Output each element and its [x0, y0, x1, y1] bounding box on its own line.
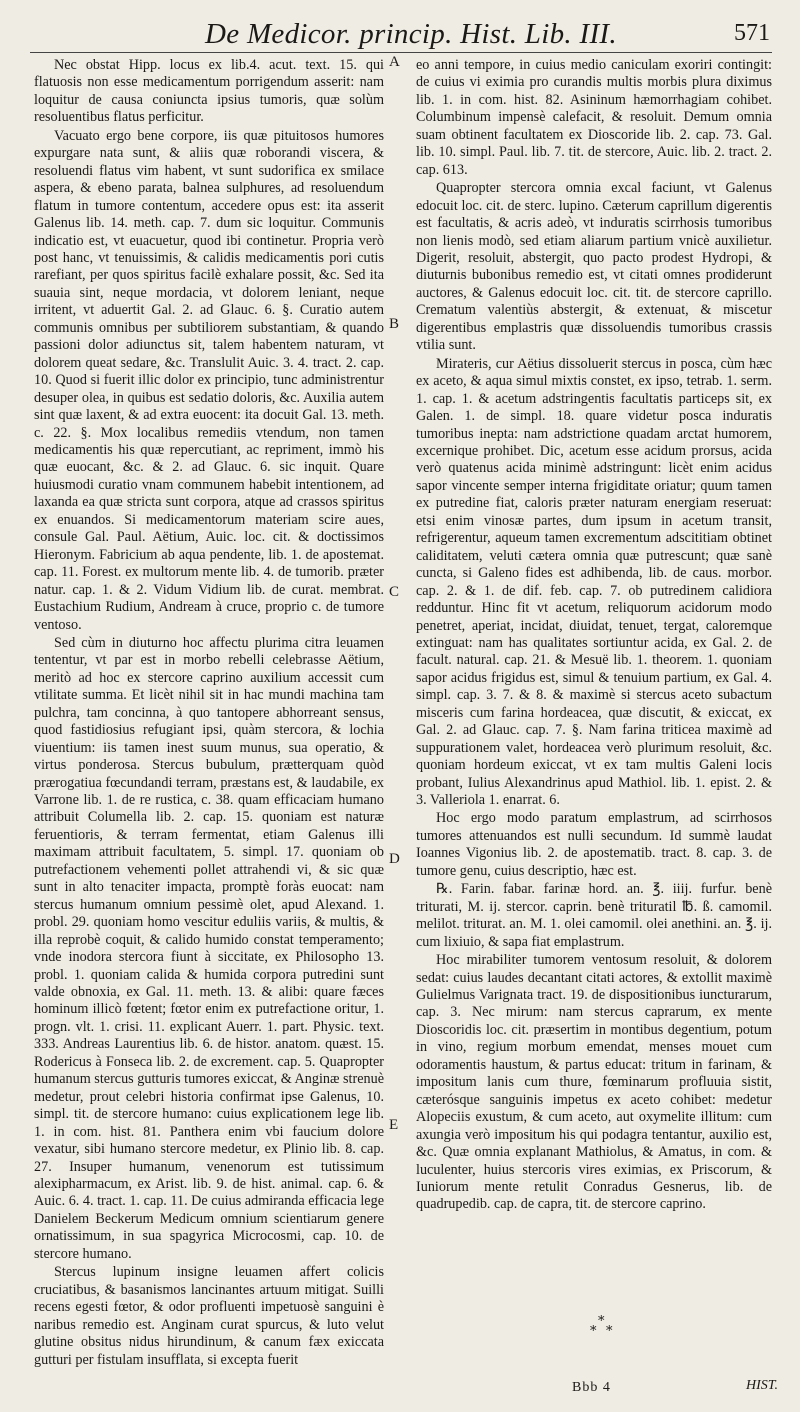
paragraph: Nec obstat Hipp. locus ex lib.4. acut. text. 15. qui flatuosis non esse medicamentum porrigendum asserit: nam loquitur de causa coniuncta ipsius tumoris, quæ solùm resoluentibus flatus perficitur.: [34, 57, 384, 126]
paragraph: Quapropter stercora omnia excal faciunt, vt Galenus edocuit loc. cit. de sterc. lupino. Cæterum caprillum digerentis est facultatis, & acris adeò, vt induratis scirrhosis tumoribus non lienis modò, sed etiam aliarum partium vnicè auxilietur. Digerit, resoluit, abstergit, quo pacto prodest Hydropi, & diuturnis bubonibus remedio est, vt citati omnes prodiderunt auctores, & Galenus edocuit loc. cit. tit. de stercore caprillo. Crematum valentiùs abstergit, & extenuat, & miscetur digerentibus emplastris quæ dissoluendis tumoribus crassis vtilia sunt.: [416, 180, 772, 354]
marginal-letter-c: C: [389, 584, 400, 600]
paragraph: Hoc mirabiliter tumorem ventosum resoluit, & dolorem sedat: cuius laudes decantant citati actores, & extollit maximè Gulielmus Varignata tract. 19. de dispositionibus iuncturarum, cap. 3. Nec mirum: nam stercus caprarum, ex mente Dioscoridis loc. cit. præsertim in montibus degentium, potum in vino, regium morbum emendat, menses mouet cum odoramentis haustum, & partus educat: tritum in farinam, & impositum lanis cum thure, fœminarum profluuia sistit, cæterósque sanguinis impetus ex aceto cohibet: medetur Alopeciis exustum, & cum aceto, aut oxymelite illitum: cum axungia verò impositum his qui podagra tentantur, auxilio est, &c. Quæ omnia explanant Mathiolus, & Amatus, in com. & luculenter, huius stercoris vires eximias, ex Priscorum, & Iuniorum mente retulit Conradus Gesnerus, lib. de quadrupedib. cap. de capra, tit. de stercore caprino.: [416, 952, 772, 1213]
paragraph: Sed cùm in diuturno hoc affectu plurima citra leuamen tententur, vt par est in morbo rebelli celebrasse Aëtium, meritò ad hoc ex stercore caprino auxilium accessit cum vtilitate summa. Et licèt nihil sit in hac mundi machina tam pulchra, tam concinna, à quo tantopere abhorreant sensus, quod fastidiosius refugiant ipsi, quàm stercora, & lochia viuentium: iis tamen inest suum munus, sua operatio, & virtus ponderosa. Stercus bubulum, prætterquam quòd prærogatiua fœcundandi terram, præstans est, & laudabile, ex Varrone lib. 1. de re rustica, c. 38. quam efficaciam humano attribuit Columella lib. 2. cap. 15. quoniam est naturæ feruentioris, & terram fermentat, etiam Galenus illi maximam attribuit facultatem, 5. simpl. 17. quoniam ob putrefactionem vehementi pollet attrahendi vi, & sic quæ sunt in alto tenaciter impacta, promptè foràs euocat: nam stercus humanum omnium pessimè olet, apud Alexand. 1. probl. 29. quoniam homo vescitur eduliis variis, & multis, & illa reprobè coquit, & calido humido constat temperamento; vnde inodora stercora fiunt à siccitate, ex Philosopho 13. probl. 1. quoniam calida & humida corpora putredini sunt valde obnoxia, ex Gal. 11. meth. 13. & alibi: quare fæces hominum illicò fœtent; fœtor enim ex putrefactione oritur, 1. progn. vlt. 1. crisi. 11. explicant Auerr. 1. part. Physic. text. 333. Andreas Laurentius lib. 6. de histor. anatom. quæst. 15. Rodericus à Fonseca lib. 2. de excrement. cap. 5. Quapropter humanum stercus gutturis tumores exiccat, & Anginæ strenuè medetur, prout celebri historia confirmat ipse Galenus, 10. simpl. tit. de stercore humano: cuius explicationem lege lib. 1. in com. hist. 81. Panthera enim vbi faucium dolore vexatur, sibi humano stercore medetur, ex Plinio lib. 8. cap. 27. Insuper humanum, venenorum est tutissimum alexipharmacum, ex Arist. lib. 9. de hist. animal. cap. 6. & Auic. 6. 4. tract. 1. cap. 11. De cuius admiranda efficacia lege Danielem Beckerum Medicum omnium scientiarum genere ornatissimum, in sua spagyrica Microcosmi, cap. 10. de stercore humano.: [34, 634, 384, 1262]
recipe-paragraph: ℞. Farin. fabar. farinæ hord. an. ℥. iiij. furfur. benè triturati, M. ij. stercor. caprin. benè trituratil ℔. ß. camomil. melilot. triturat. an. M. 1. olei camomil. olei anethini. an. ℥. ij. cum lixiuio, & sapa fiat emplastrum.: [416, 881, 772, 950]
running-title: De Medicor. princip. Hist. Lib. III.: [205, 18, 617, 50]
page-number: 571: [734, 20, 770, 46]
catchword: HIST.: [745, 1378, 778, 1393]
signature-mark: Bbb 4: [572, 1380, 611, 1395]
marginal-letter-a: A: [389, 54, 400, 70]
marginal-letter-b: B: [389, 316, 400, 332]
marginal-letter-d: D: [389, 851, 400, 867]
paragraph: Hoc ergo modo paratum emplastrum, ad scirrhosos tumores attenuandos est nulli secundum. Id summè laudat Ioannes Vigonius lib. 2. de apostematib. tract. 8. cap. 3. de tumore genu, cuius descriptio, hæc est.: [416, 810, 772, 879]
paragraph: Stercus lupinum insigne leuamen affert colicis cruciatibus, & basanismos lancinantes artuum mitigat. Suilli recens egesti fœtor, & odor profluenti impetuosè sanguini è naribus remedio est. Anginam curat spurcus, & luto velut glutine obsitus nidus hirundinum, & canum fæx exiccata gutturi per fistulam insufflata, si excepta fuerit: [34, 1264, 384, 1368]
asterism-ornament: * * *: [590, 1314, 613, 1339]
right-column: [416, 57, 772, 1215]
marginal-letter-e: E: [389, 1117, 399, 1133]
paragraph: eo anni tempore, in cuius medio caniculam exoriri contingit: de cuius vi eximia pro curandis multis morbis plura diximus lib. 1. in com. hist. 82. Asininum hæmorrhagiam cohibet. Columbinum impensè calefacit, & resoluit. Demum omnia suam obtinent facultatem ex Dioscoride lib. 2. cap. 73. Gal. lib. 10. simpl. Paul. lib. 7. tit. de stercore, Auic. lib. 2. tract. 2. cap. 613.: [416, 57, 772, 178]
left-column: [34, 57, 384, 1370]
page-header: [0, 10, 800, 50]
paragraph: Mirateris, cur Aëtius dissoluerit stercus in posca, cùm hæc ex aceto, & aqua simul mixtis constet, ex ipso, tetrab. 1. serm. 1. cap. 1. & acetum adstringentis facultatis particeps sit, ex Galen. 1. de simpl. 18. quare videtur posca induratis tumoribus inepta: nam adstrictione quadam arctat humorem, excernique prohibet. Dic, acetum esse acidum prorsus, acida verò quatenus acida minimè adstringunt: licèt enim acidus sapor vincente semper interna frigiditate oriatur; quum tamen ex putredine fiat, caloris præter naturam energiam reseruat: etsi enim vinosæ partes, dum ipsum in acetum transit, refrigerentur, aqueum tamen excrementum adscititiam obtinet caliditatem, veluti cætera omnia quæ putrescunt; quæ sanè cuncta, si Galeno fides est adhibenda, lib. de caus. morbor. cap. 2. & 1. de dif. feb. cap. 7. ob putredinem calidiora redduntur. Hinc fit vt acetum, reliquorum acidorum modo penetret, aperiat, incidat, diuidat, tenuet, tergat, caloremque extinguat: nam has qualitates sortiuntur acida, ex Gal. 2. de facult. natural. cap. 21. & Mesuë lib. 1. theorem. 1. quoniam sapor acidus frigidus est, simul & tenuium partium, ex Gal. 4. simpl. cap. 3. 7. & 8. & maximè si stercus aceto subactum misceris cum farina hordeacea, quæ discutit, & exiccat, ex Gal. 2. ad Glauc. cap. 7. §. Nam farina triticea maximè ad suppurationem valet, hordeacea verò plurimum resoluit, &c. quoniam hordeum exiccat, vt ex tam multis Galeni locis probant, Iulius Alexandrinus apud Mathiol. lib. 1. epist. 2. & 3. Valleriola 1. enarrat. 6.: [416, 355, 772, 809]
header-rule: [30, 52, 772, 53]
paragraph: Vacuato ergo bene corpore, iis quæ pituitosos humores expurgare nata sunt, & aliis quæ roborandi viscera, & resoluendi flatus vim habent, vt sunt sudorifica ex smilace aspera, & ebeno parata, balnea sulphures, ad resoluendum flatum in tumore contentum, accedere opus est: ita asserit Galenus lib. 14. meth. cap. 7. dum sic loquitur. Communis indicatio est, vt euacuetur, quod ibi continetur. Propria verò post hanc, vt tenuissimis, & calidis medicamentis pori cutis rarefiant, per quos spiritus facilè exhalare possit, &c. Sed ita suauia sint, neque mordacia, vt dolorem leniant, neque irritent, vt aduertit Gal. 2. ad Glauc. 6. §. Curatio autem communis omnibus per subtiliorem substantiam, & quando passioni dolor adiunctus sit, talem habentem naturam, vt dolorem queat sedare, &c. Translulit Auic. 3. 4. tract. 2. cap. 10. Quod si fuerit illic dolor ex principio, tunc administrentur desuper olea, in quibus est sedatio doloris, &c. Auxilia autem sint quæ laxent, & ad extra euocent: ita docuit Gal. 13. meth. c. 22. §. Mox localibus remediis vtendum, non tamen medicamentis his quæ repercutiant, ac repriment, immò his quæ euocant, &c. & 2. ad Glauc. 6. sic inquit. Quare huiusmodi curatio vnam communem habebit intentionem, ad laxanda ea quæ stricta sunt corpora, atque ad crassos spiritus ex enuandos. Si medicamentorum materiam scire aues, consule Gal. Paul. Aëtium, Auic. loc. cit. & doctissimos Hieronym. Fabricium ab aqua pendente, lib. 1. de apostemat. cap. 11. Forest. ex multorum mente lib. 4. de tumorib. præter natur. cap. 1. & 2. Vidum Vidium lib. de curat. membrat. Eustachium Rudium, Andream à cruce, proprio c. de tumore ventoso.: [34, 127, 384, 633]
